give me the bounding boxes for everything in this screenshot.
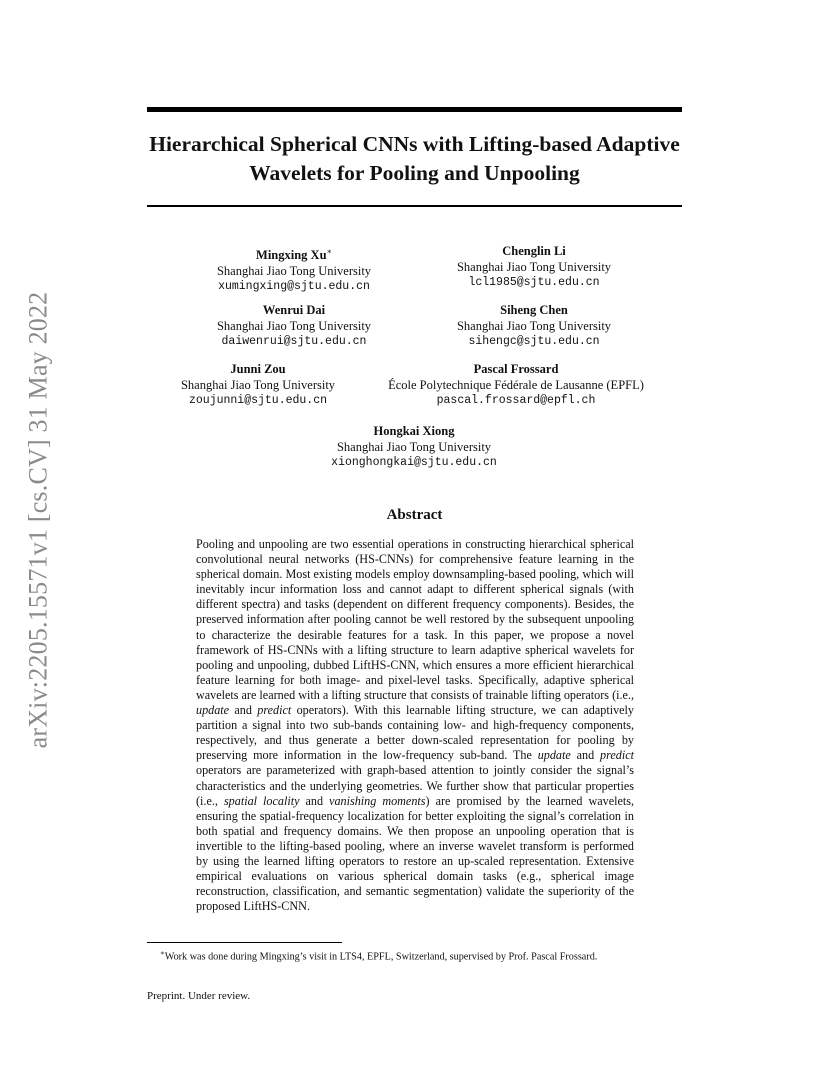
author-name: Junni Zou <box>230 362 286 376</box>
preprint-note: Preprint. Under review. <box>147 990 251 1002</box>
author-affiliation: Shanghai Jiao Tong University <box>456 318 612 333</box>
arxiv-stamp-text: arXiv:2205.15571v1 [cs.CV] 31 May 2022 <box>23 291 52 749</box>
paper-title: Hierarchical Spherical CNNs with Lifting-based Adaptive Wavelets for Pooling and Unpooling <box>149 132 680 185</box>
author-block <box>194 303 394 350</box>
author-name: Siheng Chen <box>500 303 568 317</box>
author-name: Wenrui Dai <box>262 303 326 317</box>
author-name: Hongkai Xiong <box>373 424 455 438</box>
author-name: Chenglin Li <box>502 244 566 258</box>
author-affiliation: Shanghai Jiao Tong University <box>216 263 372 278</box>
author-email[interactable]: xumingxing@sjtu.edu.cn <box>218 280 370 294</box>
abstract-heading: Abstract <box>386 507 443 523</box>
author-email[interactable]: sihengc@sjtu.edu.cn <box>468 335 600 348</box>
author-affiliation: Shanghai Jiao Tong University <box>456 259 612 274</box>
author-email[interactable]: pascal.frossard@epfl.ch <box>436 394 596 407</box>
author-name: Pascal Frossard <box>473 362 559 376</box>
author-email[interactable]: xionghongkai@sjtu.edu.cn <box>331 456 497 469</box>
author-affiliation: Shanghai Jiao Tong University <box>180 377 336 392</box>
author-email[interactable]: daiwenrui@sjtu.edu.cn <box>221 335 367 348</box>
author-affiliation: Shanghai Jiao Tong University <box>216 318 372 333</box>
footnote-mark: ∗ <box>160 949 165 957</box>
author-email[interactable]: lcl1985@sjtu.edu.cn <box>468 276 600 289</box>
author-affiliation: École Polytechnique Fédérale de Lausanne (EPFL) <box>388 377 644 392</box>
footnote-text: Work was done during Mingxing’s visit in LTS4, EPFL, Switzerland, supervised by Prof. Pascal Frossard. <box>164 951 598 963</box>
title-rule-top <box>147 107 682 112</box>
author-block <box>314 424 514 471</box>
title-rule-bottom <box>147 205 682 207</box>
author-name: Mingxing Xu∗ <box>256 247 332 263</box>
author-affiliation: Shanghai Jiao Tong University <box>336 439 492 454</box>
author-block <box>434 303 634 350</box>
author-block <box>194 244 394 295</box>
abstract-body: Pooling and unpooling are two essential operations in constructing hierarchical spherical convolutional neural networks (HS-CNNs) for comprehensive feature learning in the spherical domain. Most existing models employ downsampling-based pooling, which will inevitably incur information loss and cannot adapt to different spherical signals (with different spectra) and tasks (dependent on different frequency components). Besides, the preserved information after pooling cannot be well restored by the subsequent unpooling to characterize the desirable features for a task. In this paper, we propose a novel framework of HS-CNNs with a lifting structure to learn adaptive spherical wavelets for pooling and unpooling, dubbed LiftHS-CNN, which ensures a more efficient hierarchical feature learning for both image- and pixel-level tasks. Specifically, adaptive spherical wavelets are learned with a lifting structure that consists of trainable lifting operators (i.e., update and predict operators). With this learnable lifting structure, we can adaptively partition a signal into two sub-bands containing low- and high-frequency components, respectively, and thus generate a better down-scaled representation for pooling by preserving more information in the low-frequency sub-band. The update and predict operators are parameterized with graph-based attention to jointly consider the signal’s characteristics and the underlying geometries. We further show that particular properties (i.e., spatial locality and vanishing moments) are promised by the learned wavelets, ensuring the spatial-frequency localization for better exploiting the signal’s correlation in both spatial and frequency domains. We then propose an unpooling operation that is invertible to the lifting-based pooling, where an inverse wavelet transform is performed by using the learned lifting operators to restore an up-scaled representation. Extensive empirical evaluations on various spherical domain tasks (e.g., spherical image reconstruction, classification, and semantic segmentation) validate the superiority of the proposed LiftHS-CNN. <box>196 537 634 914</box>
author-block <box>434 244 634 291</box>
author-block <box>158 362 358 409</box>
footnote <box>160 947 700 963</box>
author-block <box>365 362 667 409</box>
footnote-rule <box>147 942 342 943</box>
arxiv-stamp <box>18 270 58 770</box>
author-email[interactable]: zoujunni@sjtu.edu.cn <box>188 394 328 407</box>
